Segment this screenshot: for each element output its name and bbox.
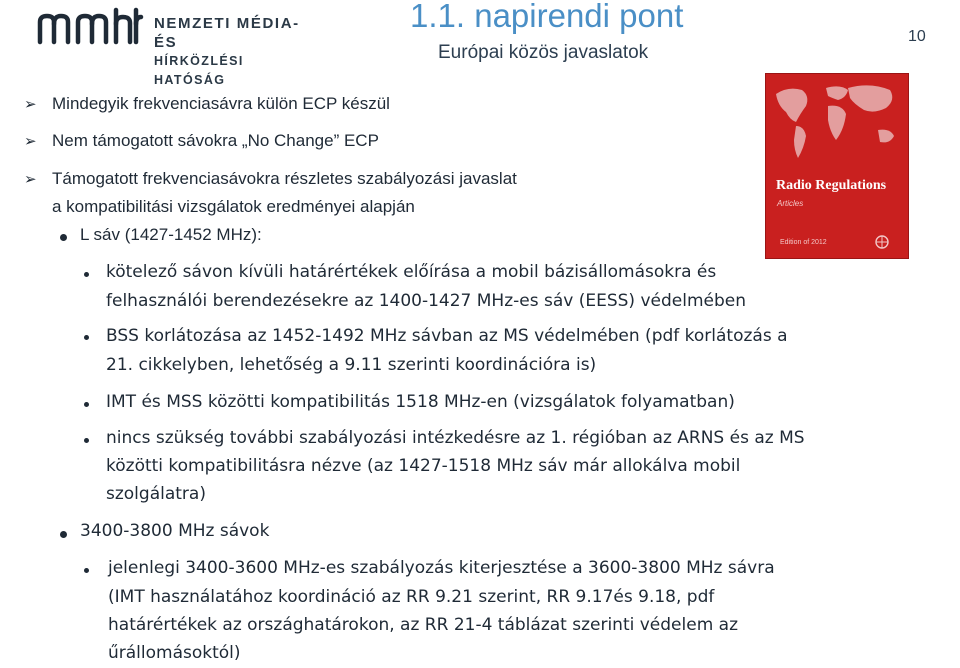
arrow-item-2: Nem támogatott sávokra „No Change” ECP [52, 131, 379, 150]
section1-item-2-line-1: BSS korlátozása az 1452-1492 MHz sávban az MS védelmében (pdf korlátozás a [106, 326, 788, 346]
slide-subtitle: Európai közös javaslatok [438, 42, 649, 63]
logo-line-1: NEMZETI MÉDIA- ÉS [154, 15, 300, 51]
world-map-icon [766, 74, 908, 174]
radio-regulations-book-cover [765, 73, 909, 259]
arrow-bullet-icon: ➢ [24, 133, 37, 150]
section1-item-1-line-2: felhasználói berendezésekre az 1400-1427 MHz-es sáv (EESS) védelmében [106, 291, 746, 311]
section2-item-1-line-3: határértékek az országhatárokon, az RR 21-4 táblázat szerinti védelem az [108, 615, 739, 635]
section2-item-1-line-2: (IMT használatához koordináció az RR 9.21 szerint, RR 9.17és 9.18, pdf [108, 587, 715, 607]
section1-item-2-line-2: 21. cikkelyben, lehetőség a 9.11 szerinti koordinációra is) [106, 355, 597, 375]
bullet-icon [84, 568, 89, 573]
section1-item-3-line-1: IMT és MSS közötti kompatibilitás 1518 MHz-en (vizsgálatok folyamatban) [106, 392, 735, 412]
logo-line-2: HÍRKÖZLÉSI HATÓSÁG [154, 54, 244, 87]
book-edition: Edition of 2012 [780, 239, 827, 246]
logo-text [154, 14, 306, 90]
slide-title: 1.1. napirendi pont [410, 0, 684, 34]
section1-item-4-line-1: nincs szükség további szabályozási intézkedésre az 1. régióban az ARNS és az MS [106, 428, 805, 448]
arrow-item-3: Támogatott frekvenciasávokra részletes szabályozási javaslat [52, 169, 517, 188]
section1-heading: L sáv (1427-1452 MHz): [80, 225, 262, 244]
nmhh-logo-mark-icon [36, 6, 146, 46]
arrow-bullet-icon: ➢ [24, 171, 37, 188]
arrow-item-3-continued: a kompatibilitási vizsgálatok eredményei alapján [52, 197, 415, 216]
bullet-icon [84, 402, 89, 407]
arrow-item-1: Mindegyik frekvenciasávra külön ECP készül [52, 94, 390, 113]
bullet-icon [60, 234, 67, 241]
bullet-icon [84, 335, 89, 340]
nmhh-logo [36, 6, 306, 87]
itu-emblem-icon [874, 234, 890, 250]
bullet-icon [84, 272, 89, 277]
section2-item-1-line-4: űrállomásoktól) [108, 643, 241, 663]
arrow-bullet-icon: ➢ [24, 96, 37, 113]
section1-item-1-line-1: kötelező sávon kívüli határértékek előírása a mobil bázisállomásokra és [106, 262, 717, 282]
bullet-icon [60, 531, 67, 538]
page-number: 10 [908, 28, 926, 45]
bullet-icon [84, 438, 89, 443]
section2-item-1-line-1: jelenlegi 3400-3600 MHz-es szabályozás kiterjesztése a 3600-3800 MHz sávra [108, 558, 775, 578]
section1-item-4-line-3: szolgálatra) [106, 484, 206, 504]
section1-item-4-line-2: közötti kompatibilitásra nézve (az 1427-1518 MHz sáv már allokálva mobil [106, 456, 741, 476]
section2-heading: 3400-3800 MHz sávok [80, 521, 270, 541]
book-title: Radio Regulations [776, 178, 887, 193]
book-subtitle: Articles [777, 199, 804, 208]
